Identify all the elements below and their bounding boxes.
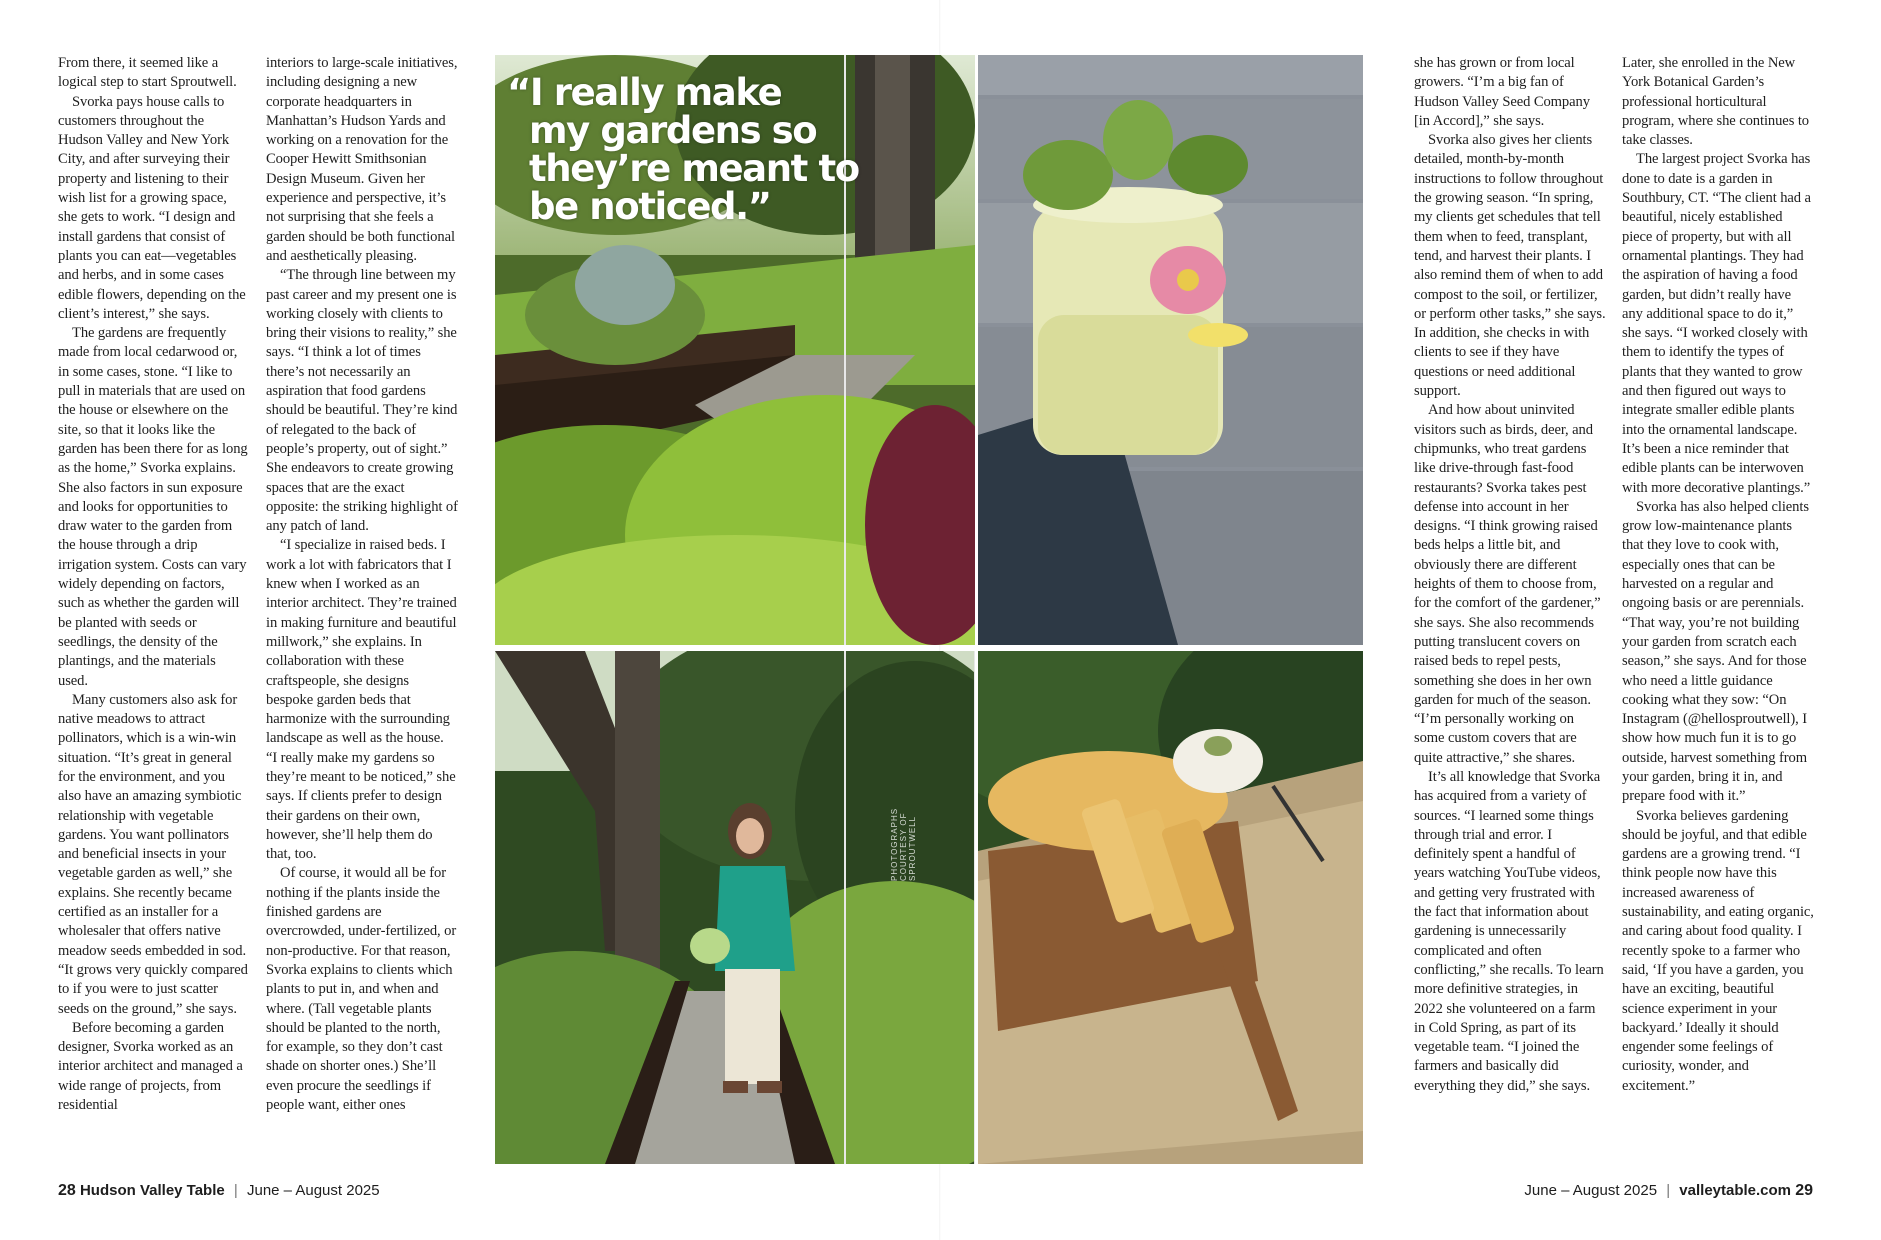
paragraph: Svorka pays house calls to customers throughout the Hudson Valley and New York City, and after surveying their property and listening to their wish list for a growing space, she gets to work. “I design and install gardens that consist of plants you can eat—vegetables and herbs, and in some cases edible flowers, depending on the client’s interest,” she says. xyxy=(58,93,246,322)
paragraph: interiors to large-scale initiatives, including designing a new corporate headquarters in Manhattan’s Hudson Yards and working on a renovation for the Cooper Hewitt Smithsonian Design Museum. Given her experience and perspective, it’s not surprising that she feels a garden should be both functional and aesthetically pleasing. xyxy=(266,55,458,264)
website-link[interactable]: valleytable.com xyxy=(1679,1182,1792,1199)
paragraph: “The through line between my past career and my present one is working closely with clients to bring their visions to reality,” she says. “I think a lot of times there’s not necessarily an aspiration that food gardens should be beautiful. They’re kind of relegated to the back of people’s property, out of sight.” She endeavors to create growing spaces that are the exact opposite: the striking highlight of any patch of land. xyxy=(266,267,458,535)
article-column-4 xyxy=(1622,54,1814,1170)
paragraph: Before becoming a garden designer, Svorka worked as an interior architect and managed a wide range of projects, from residential xyxy=(58,1019,243,1114)
magazine-name: Hudson Valley Table xyxy=(79,1182,225,1199)
focaccia-photo xyxy=(978,651,1363,1164)
paragraph: Of course, it would all be for nothing if the plants inside the finished gardens are overcrowded, under-fertilized, or non-productive. For that reason, Svorka explains to clients which plants to put in, and when and where. (Tall vegetable plants should be planted to the north, for example, so they don’t cast shade on shorter ones.) She’ll even procure the seedlings if people want, either ones xyxy=(266,865,457,1114)
photo-credit: PHOTOGRAPHS COURTESY OF SPROUTWELL xyxy=(890,807,917,881)
pull-quote-line-2: my gardens so they’re meant to be noticed.” xyxy=(529,109,859,228)
gardener-photo xyxy=(495,651,975,1164)
paragraph: The gardens are frequently made from local cedarwood or, in some cases, stone. “I like to pull in materials that are used on the house or elsewhere on the site, so that it looks like the garden has been there for as long as the home,” Svorka explains. She also factors in sun exposure and looks for opportunities to draw water to the garden from the house through a drip irrigation system. Costs can vary widely depending on factors, such as whether the garden will be planted with seeds or seedlings, the density of the plantings, and the materials used. xyxy=(58,325,248,689)
pull-quote-line-1: “I really make xyxy=(507,71,782,114)
page-number: 29 xyxy=(1795,1182,1813,1199)
garden-beds-photo xyxy=(495,55,975,645)
page-number: 28 xyxy=(58,1182,76,1199)
article-column-3 xyxy=(1414,54,1606,1170)
pull-quote xyxy=(507,71,867,228)
paragraph: From there, it seemed like a logical step to start Sproutwell. xyxy=(58,55,237,91)
paragraph: “I specialize in raised beds. I work a lot with fabricators that I knew when I worked as an interior architect. They’re trained in making furniture and beautiful millwork,” she explains. In collaboration with these craftspeople, she designs bespoke garden beds that harmonize with the surrounding landscape as well as the house. “I really make my gardens so they’re meant to be noticed,” she says. If clients prefer to design their gardens on their own, however, she’ll help them do that, too. xyxy=(266,537,457,863)
folio-left xyxy=(58,1182,380,1200)
folio-separator: | xyxy=(1666,1182,1671,1199)
paragraph: Svorka has also helped clients grow low-maintenance plants that they love to cook with, especially ones that can be harvested on a regular and ongoing basis or are perennials. “That way, you’re not building your garden from scratch each season,” she says. And for those who need a little guidance cooking what they sow: “On Instagram (@hellosproutwell), I show how much fun it is to go outside, harvest something from your garden, bring it in, and prepare food with it.” xyxy=(1622,498,1809,805)
paragraph: she has grown or from local growers. “I’m a big fan of Hudson Valley Seed Company [in Accord],” she says. xyxy=(1414,55,1590,129)
folio-right xyxy=(1524,1182,1813,1200)
paragraph: Svorka believes gardening should be joyful, and that edible gardens are a growing trend. “I think people now have this increased awareness of sustainability, and eating organic, and caring about food quality. I recently spoke to a farmer who said, ‘If you have a garden, you have an exciting, beautiful science experiment in your backyard.’ Ideally it should engender some feelings of curiosity, wonder, and excitement.” xyxy=(1622,807,1814,1094)
cocktail-photo xyxy=(978,55,1363,645)
paragraph: Svorka also gives her clients detailed, month-by-month instructions to follow throughout the growing season. “In spring, my clients get schedules that tell them when to feed, transplant, tend, and harvest their plants. I also remind them of when to add compost to the soil, or fertilizer, or perform other tasks,” she says. In addition, she checks in with clients to see if they have questions or need additional support. xyxy=(1414,132,1606,400)
issue-date: June – August 2025 xyxy=(246,1182,380,1199)
paragraph: Many customers also ask for native meadows to attract pollinators, which is a win-win situation. “It’s great in general for the environment, and you also have an amazing symbiotic relationship with vegetable gardens. You want pollinators and beneficial insects in your vegetable garden as well,” she explains. She recently became certified as an installer for a wholesaler that offers native meadow seeds embedded in sod. “It grows very quickly compared to if you were to just scatter seeds on the ground,” she says. xyxy=(58,691,248,1017)
paragraph: Later, she enrolled in the New York Botanical Garden’s professional horticultural program, where she continues to take classes. xyxy=(1622,55,1809,149)
article-column-2 xyxy=(266,54,458,1170)
paragraph: The largest project Svorka has done to date is a garden in Southbury, CT. “The client had a beautiful, nicely established piece of property, but with all ornamental plantings. They had the aspiration of having a food garden, but didn’t really have any additional space to do it,” she says. “I worked closely with them to identify the types of plants that they wanted to grow and then figured out ways to integrate smaller edible plants into the ornamental landscape. It’s been a nice reminder that edible plants can be interwoven with more decorative plantings.” xyxy=(1622,151,1811,496)
paragraph: And how about uninvited visitors such as birds, deer, and chipmunks, who treat gardens like drive-through fast-food restaurants? Svorka takes pest defense into account in her designs. “I think growing raised beds helps a little bit, and obviously there are different heights of them to choose from, for the comfort of the gardener,” she says. She also recommends putting translucent covers on raised beds to repel pests, something she does in her own garden for much of the season. “I’m personally working on some custom covers that are quite attractive,” she shares. xyxy=(1414,402,1601,766)
paragraph: It’s all knowledge that Svorka has acquired from a variety of sources. “I learned some things through trial and error. I definitely spent a handful of years watching YouTube videos, and getting very frustrated with the fact that information about gardening is unnecessarily complicated and often conflicting,” she recalls. To learn more definitive strategies, in 2022 she volunteered on a farm in Cold Spring, as part of its vegetable team. “I joined the farmers and basically did everything they did,” she says. xyxy=(1414,768,1604,1094)
folio-separator: | xyxy=(233,1182,238,1199)
issue-date: June – August 2025 xyxy=(1524,1182,1658,1199)
article-column-1 xyxy=(58,54,248,1170)
